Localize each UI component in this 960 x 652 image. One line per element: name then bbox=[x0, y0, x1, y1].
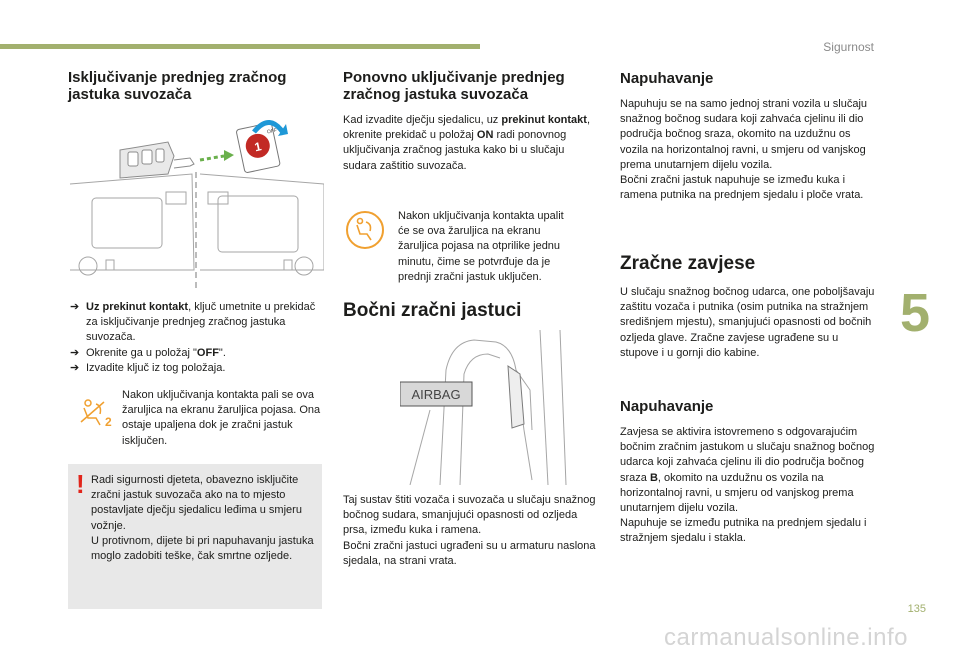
reactivation-intro-bold2: ON bbox=[476, 129, 494, 142]
header-accent-bar bbox=[0, 44, 480, 49]
step-1 bbox=[70, 300, 326, 346]
warning-exclamation-icon: ! bbox=[76, 469, 85, 499]
curtain-text: U slučaju snažnog bočnog udarca, one poboljšavaju zaštitu vozača i putnika (osim putnika na stražnjem središnjem mjestu), smanjujući opasnosti od bočnih ozljeda glave. Zračne zavjese ugrađene su u stupove i u gornji dio kabine. bbox=[620, 286, 875, 359]
airbag-off-indicator-icon bbox=[78, 398, 112, 428]
curtain-inflation-bold: B bbox=[649, 471, 658, 484]
step-2-pre: Okrenite ga u položaj " bbox=[86, 346, 197, 359]
curtain-inflation-text bbox=[620, 425, 876, 547]
arrow-bullet-icon: ➔ bbox=[70, 301, 80, 313]
step-3-text: Izvadite ključ iz tog položaja. bbox=[86, 361, 226, 374]
reactivation-intro-bold1: prekinut kontakt bbox=[501, 114, 587, 126]
arrow-bullet-icon: ➔ bbox=[70, 361, 80, 374]
page-number: 135 bbox=[907, 603, 926, 615]
deactivation-steps bbox=[70, 300, 326, 376]
indicator-number: 2 bbox=[105, 415, 112, 428]
svg-text:OFF: OFF bbox=[266, 127, 278, 136]
step-1-text: , ključ umetnite u prekidač za isključivanje prednjeg zračnog jastuka suvozača. bbox=[86, 301, 316, 344]
reactivation-intro bbox=[343, 113, 596, 174]
deactivation-note: Nakon uključivanja kontakta pali se ova žaruljica na ekranu žaruljica pojasa. Ona ostaje upaljena dok je zračni jastuk isključen. bbox=[122, 389, 321, 447]
step-2-bold: OFF bbox=[196, 346, 219, 359]
step-1-bold: Uz prekinut kontakt bbox=[86, 301, 189, 313]
step-2 bbox=[70, 346, 326, 361]
side-airbags-text: Taj sustav štiti vozača i suvozača u slučaju snažnog bočnog sudara, smanjujući opasnosti od ozljeda prsa, između kuka i ramena. Bočni zračni jastuci ugrađeni su u armaturu naslona sjedala, na strani vrata. bbox=[343, 494, 596, 567]
chapter-number: 5 bbox=[900, 283, 931, 343]
airbag-on-indicator-icon bbox=[345, 210, 385, 250]
curtain-inflation-post: , okomito na uzdužnu os vozila na horizontalnoj ravni, u smjeru od vanjskog prema unutarnjem dijelu vozila. Napuhuje se između putnika na prednjem sjedalu i stražnjem sjedalu i stakla. bbox=[620, 471, 867, 545]
reactivation-note: Nakon uključivanja kontakta upalit će se ova žaruljica na ekranu žaruljica pojasa na otprilike jednu minutu, čime se potvrđuje da je prednji zračni jastuk uključen. bbox=[398, 210, 564, 283]
section-title-side-airbags: Bočni zračni jastuci bbox=[343, 300, 522, 321]
section-title-curtain-airbags: Zračne zavjese bbox=[620, 253, 756, 274]
watermark: carmanualsonline.info bbox=[664, 624, 908, 651]
inflation-text: Napuhuju se na samo jednoj strani vozila u slučaju snažnog bočnog sudara koji zahvaća cjelinu ili dio područja bočnog sraza, okomito na uzdužnu os vozila na horizontalnoj ravni, u smjeru od vanjskog prema unutarnjem dijelu vozila. Bočni zračni jastuk napuhuje se između kuka i ramena putnika na prednjem sjedalu i ploče vrata. bbox=[620, 98, 868, 202]
section-title-deactivation: Isključivanje prednjeg zračnog jastuka suvozača bbox=[68, 69, 287, 103]
section-title-inflation: Napuhavanje bbox=[620, 70, 714, 87]
warning-text: Radi sigurnosti djeteta, obavezno isključite zračni jastuk suvozača ako na to mjesto postavljate dječju sjedalicu leđima u smjeru vožnje. U protivnom, dijete bi pri napuhavanju jastuka moglo zadobiti teške, čak smrtne ozljede. bbox=[91, 474, 314, 563]
reactivation-intro-pre: Kad izvadite dječju sjedalicu, uz bbox=[343, 114, 502, 126]
step-2-post: ". bbox=[218, 346, 226, 359]
section-name: Sigurnost bbox=[823, 40, 874, 54]
svg-text:1: 1 bbox=[253, 139, 263, 155]
arrow-bullet-icon: ➔ bbox=[70, 346, 80, 359]
reactivation-intro-post: radi ponovnog uključivanja zračnog jastuka kako bi u slučaju sudara zaštitio suvozača. bbox=[343, 129, 567, 172]
section-title-reactivation: Ponovno uključivanje prednjeg zračnog jastuka suvozača bbox=[343, 69, 565, 103]
step-3 bbox=[70, 361, 326, 376]
reactivation-intro-mid: , okrenite prekidač u položaj bbox=[343, 114, 591, 142]
curtain-inflation-pre: Zavjesa se aktivira istovremeno s odgovarajućim bočnim zračnim jastukom u slučaju snažnog bočnog udarca koji zahvaća cjelinu ili dio područja bočnog sraza bbox=[620, 426, 875, 484]
glovebox-switch-illustration bbox=[66, 112, 324, 292]
airbag-label: AIRBAG bbox=[411, 387, 461, 402]
side-airbag-seat-illustration bbox=[400, 330, 576, 485]
section-title-curtain-inflation: Napuhavanje bbox=[620, 398, 714, 415]
